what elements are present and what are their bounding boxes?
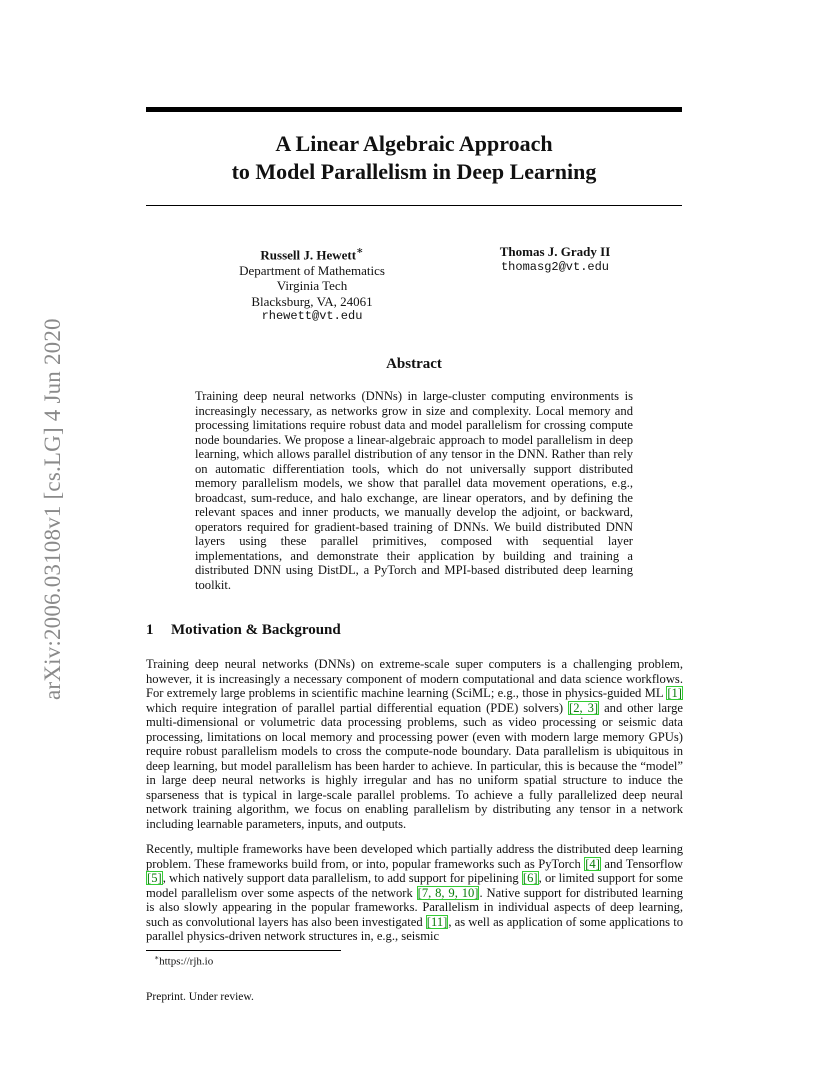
- section-title: Motivation & Background: [171, 622, 341, 638]
- author-email-2[interactable]: thomasg2@vt.edu: [500, 259, 610, 274]
- author-email-1[interactable]: rhewett@vt.edu: [261, 309, 363, 324]
- section-number: 1: [146, 622, 154, 638]
- title-rule-top: [146, 107, 682, 112]
- abstract-heading: Abstract: [386, 356, 442, 372]
- author-department: Department of Mathematics: [239, 262, 385, 278]
- title-rule-bottom: [146, 205, 682, 206]
- preprint-notice: Preprint. Under review.: [146, 991, 254, 1003]
- paragraph-2: Recently, multiple frameworks have been developed which partially address the distributed deep learning problem. These frameworks build from, or into, popular frameworks such as PyTorch [4] and Tensorflow [5], which natively support data parallelism, to add support for pipelining [6], or limited support for some model parallelism over some aspects of the network [7, 8, 9, 10]. Native support for distributed learning is also slowly appearing in the popular frameworks. Parallelism in individual aspects of deep learning, such as convolutional layers has also been investigated [11], as well as application of some applications to parallel physics-driven network structures in, e.g., seismic: [146, 842, 684, 943]
- author-block-2: [460, 244, 650, 275]
- abstract-text: Training deep neural networks (DNNs) in large-cluster computing environments is increasingly necessary, as networks grow in size and complexity. Local memory and processing limitations require robust data and model parallelism for crossing compute node boundaries. We propose a linear-algebraic approach to model parallelism in deep learning, which allows parallel distribution of any tensor in the DNN. Rather than rely on automatic differentiation tools, which do not universally support distributed memory parallelism models, we show that parallel data movement operations, e.g., broadcast, sum-reduce, and halo exchange, are linear operators, and by defining the relevant spaces and inner products, we manually develop the adjoint, or backward, operators required for gradient-based training of DNNs. We build distributed DNN layers using these parallel primitives, composed with sequential layer implementations, and demonstrate their application by building and training a distributed DNN using DistDL, a PyTorch and MPI-based distributed deep learning toolkit.: [195, 389, 633, 592]
- arxiv-identifier-text: arXiv:2006.03108v1 [cs.LG] 4 Jun 2020: [40, 318, 65, 700]
- footnote-marker[interactable]: ∗: [356, 245, 364, 257]
- author-address: Blacksburg, VA, 24061: [251, 293, 373, 309]
- title-line-2: to Model Parallelism in Deep Learning: [231, 159, 597, 184]
- citation-link[interactable]: [2, 3]: [569, 700, 599, 715]
- title-line-1: A Linear Algebraic Approach: [275, 131, 553, 156]
- author-name-2: Thomas J. Grady II: [499, 244, 611, 259]
- footnote-url[interactable]: https://rjh.io: [159, 955, 214, 968]
- citation-link[interactable]: [6]: [522, 871, 538, 885]
- footnote-mark: ∗: [154, 953, 160, 962]
- author-name-1: Russell J. Hewett∗: [260, 245, 364, 263]
- citation-link[interactable]: [5]: [147, 871, 162, 885]
- paragraph-1: Training deep neural networks (DNNs) on extreme-scale super computers is a challenging problem, however, it is increasingly a necessary component of modern computational and data science workflows. For extremely large problems in scientific machine learning (SciML; e.g., those in physics-guided ML [1] which require integration of parallel partial differential equation (PDE) solvers) [2, 3] and other large multi-dimensional or volumetric data processing problems, such as video processing or seismic data processing, limitations on local memory and processing power (even with modern large memory GPUs) require robust parallelism models to cross the compute-node boundary. Data parallelism is ubiquitous in deep learning, but model parallelism has been harder to achieve. In particular, this is because the “model” in large deep neural networks is highly irregular and has no uniform spatial structure to induce the sparseness that is typical in large-scale parallel problems. To achieve a fully parallelized deep neural network training algorithm, we focus on enabling parallelism by distributing any tensor in a network including learnable parameters, inputs, and outputs.: [146, 657, 683, 831]
- citation-link[interactable]: [7, 8, 9, 10]: [417, 885, 479, 900]
- citation-link[interactable]: [11]: [426, 914, 448, 929]
- footnote-rule: [146, 950, 341, 951]
- paper-title: [146, 130, 682, 186]
- citation-link[interactable]: [1]: [667, 686, 682, 700]
- footnote: [154, 953, 213, 968]
- author-institution: Virginia Tech: [276, 278, 348, 294]
- section-heading: [146, 622, 341, 639]
- author-block-1: [216, 244, 408, 325]
- arxiv-identifier: [22, 300, 65, 700]
- citation-link[interactable]: [4]: [585, 856, 600, 871]
